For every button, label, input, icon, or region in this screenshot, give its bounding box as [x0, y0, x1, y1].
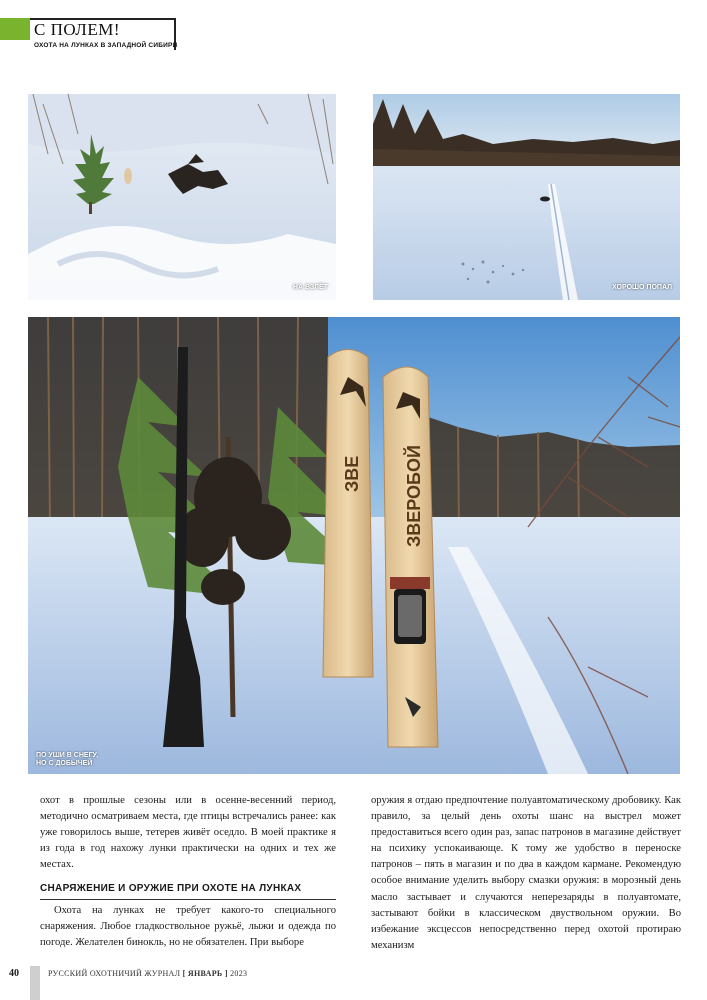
- article-column-left: [40, 793, 336, 951]
- paragraph: охот в прошлые сезоны или в осенне-весенний период, методично осматриваем места, где птицы встречались ранее: как уже говорилось выше, тетерев живёт оседло. В моей практике я из года в год нахожу лунки практически на одних и тех же местах.: [40, 795, 336, 871]
- section-title: С ПОЛЕМ!: [34, 20, 120, 39]
- paragraph: Охота на лунках не требует какого-то специального снаряжения. Любое гладкоствольное ружьё, лыжи и одежда по погоде. Желателен бинокль, но не обязателен. При выборе: [40, 904, 336, 948]
- photo-caption: НА ВЗЛЁТ: [292, 283, 328, 291]
- caption-line: НО С ДОБЫЧЕЙ: [36, 759, 93, 767]
- ski-brand-right: ЗВЕРОБОЙ: [404, 445, 424, 547]
- photo-skis-and-catch: [28, 317, 680, 774]
- page-number: 40: [9, 968, 19, 979]
- issue-month: ЯНВАРЬ: [187, 969, 223, 978]
- magazine-footer: РУССКИЙ ОХОТНИЧИЙ ЖУРНАЛ [ ЯНВАРЬ ] 2023: [48, 969, 248, 978]
- ski-brand-left: ЗВЕ: [342, 455, 362, 492]
- section-subheading: СНАРЯЖЕНИЕ И ОРУЖИЕ ПРИ ОХОТЕ НА ЛУНКАХ: [40, 881, 336, 899]
- footer-bar: [30, 966, 40, 1000]
- photo-snow-field: [373, 94, 680, 300]
- photo-caption: [36, 752, 98, 768]
- photo-caption: ХОРОШО ПОПАЛ: [612, 283, 672, 291]
- caption-line: ПО УШИ В СНЕГУ,: [36, 751, 99, 759]
- paragraph: оружия я отдаю предпочтение полуавтоматическому дробовику. Как правило, за целый день охоты шанс на выстрел может предоставиться всего один раз, запас патронов в магазине действует на психику успокаивающе. К тому же удобство в переноске патронов – пять в магазин и по два в каждом кармане. Рекомендую особое внимание уделить выбору смазки оружия: в морозный день масло застывает и случаются неперезаряды в полуавтомате, застывают бойки в классическом двуствольном оружии. Во избежание эксцессов непосредственно перед охотой протираю механизм: [371, 795, 681, 951]
- article-column-right: [371, 793, 681, 954]
- article-subtitle: ОХОТА НА ЛУНКАХ В ЗАПАДНОЙ СИБИРИ: [34, 42, 178, 49]
- issue-year: 2023: [230, 969, 248, 978]
- magazine-name: РУССКИЙ ОХОТНИЧИЙ ЖУРНАЛ: [48, 969, 181, 978]
- section-accent-bar: [0, 18, 30, 40]
- photo-grouse-takeoff: [28, 94, 336, 300]
